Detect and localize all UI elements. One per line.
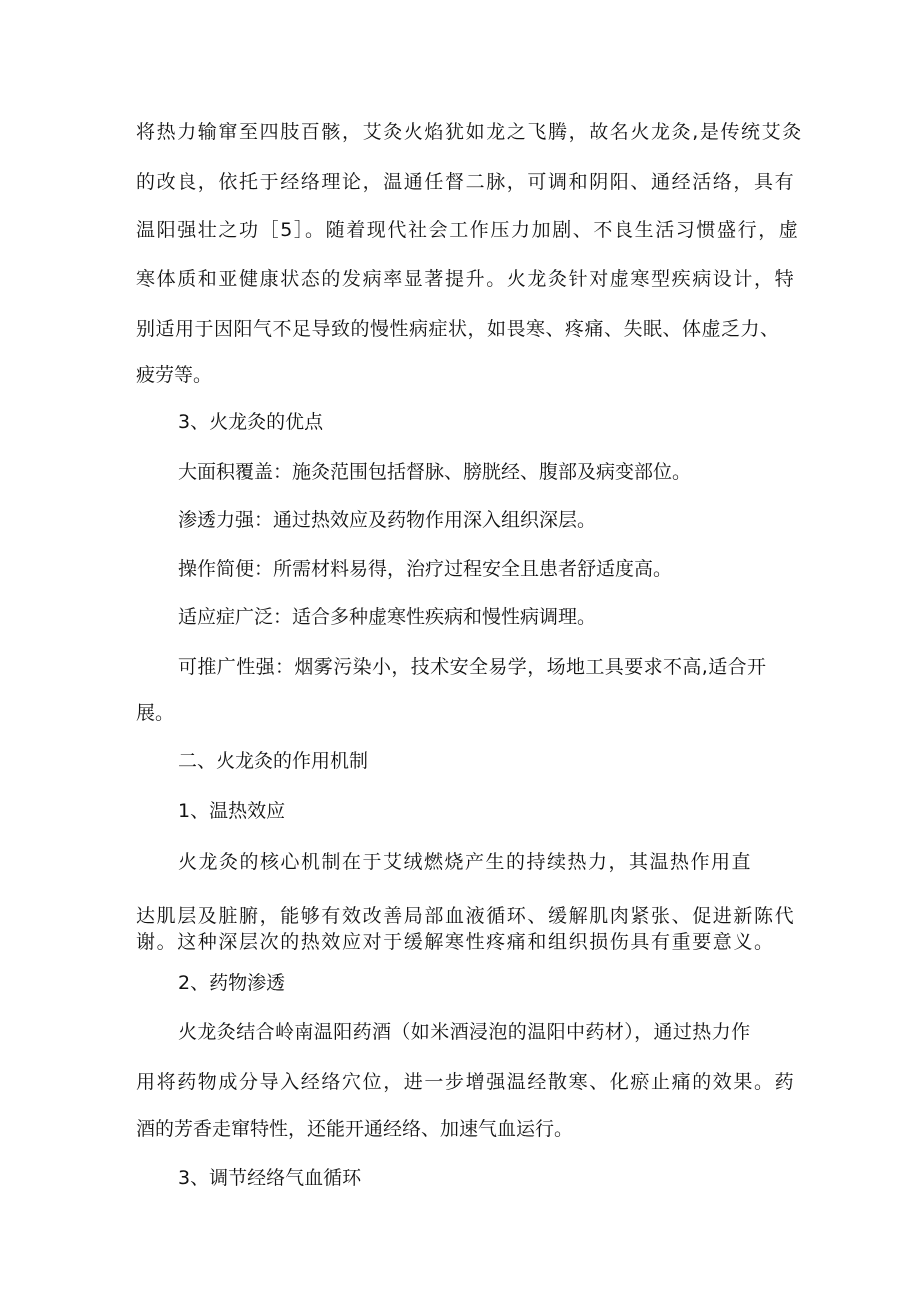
section-heading: 1、温热效应 <box>178 800 286 822</box>
paragraph-line: 疲劳等。 <box>136 364 213 386</box>
list-item: 大面积覆盖：施灸范围包括督脉、膀胱经、腹部及病变部位。 <box>178 461 692 483</box>
paragraph-line: 达肌层及脏腑，能够有效改善局部血液循环、缓解肌肉紧张、促进新陈代 <box>136 905 796 927</box>
section-heading: 3、火龙灸的优点 <box>178 411 324 433</box>
paragraph-line: 谢。这种深层次的热效应对于缓解寒性疼痛和组织损伤具有重要意义。 <box>136 931 775 953</box>
list-item: 操作简便：所需材料易得，治疗过程安全且患者舒适度高。 <box>178 558 673 580</box>
paragraph-line: 的改良，依托于经络理论，温通任督二脉，可调和阴阳、通经活络，具有 <box>136 171 796 193</box>
chapter-heading: 二、火龙灸的作用机制 <box>178 750 369 772</box>
paragraph-line: 酒的芳香走窜特性，还能开通经络、加速气血运行。 <box>136 1118 574 1140</box>
paragraph-line: 寒体质和亚健康状态的发病率显著提升。火龙灸针对虚寒型疾病设计，特 <box>136 268 796 290</box>
paragraph-line: 将热力输窜至四肢百骸，艾灸火焰犹如龙之飞腾，故名火龙灸,是传统艾灸 <box>136 121 803 143</box>
paragraph-line: 别适用于因阳气不足导致的慢性病症状，如畏寒、疼痛、失眠、体虚乏力、 <box>136 318 780 340</box>
section-heading: 3、调节经络气血循环 <box>178 1167 362 1189</box>
list-item: 可推广性强：烟雾污染小，技术安全易学，场地工具要求不高,适合开 <box>178 656 767 678</box>
paragraph-line: 用将药物成分导入经络穴位，进一步增强温经散寒、化瘀止痛的效果。药 <box>136 1071 796 1093</box>
paragraph-line: 火龙灸结合岭南温阳药酒（如米酒浸泡的温阳中药材），通过热力作 <box>178 1021 751 1043</box>
paragraph-line: 温阳强壮之功［5］。随着现代社会工作压力加剧、不良生活习惯盛行，虚 <box>136 219 800 241</box>
section-heading: 2、药物渗透 <box>178 972 286 994</box>
list-item: 渗透力强：通过热效应及药物作用深入组织深层。 <box>178 509 597 531</box>
list-item: 适应症广泛：适合多种虚寒性疾病和慢性病调理。 <box>178 606 597 628</box>
list-item-continuation: 展。 <box>136 702 175 724</box>
paragraph-line: 火龙灸的核心机制在于艾绒燃烧产生的持续热力，其温热作用直 <box>178 851 753 873</box>
